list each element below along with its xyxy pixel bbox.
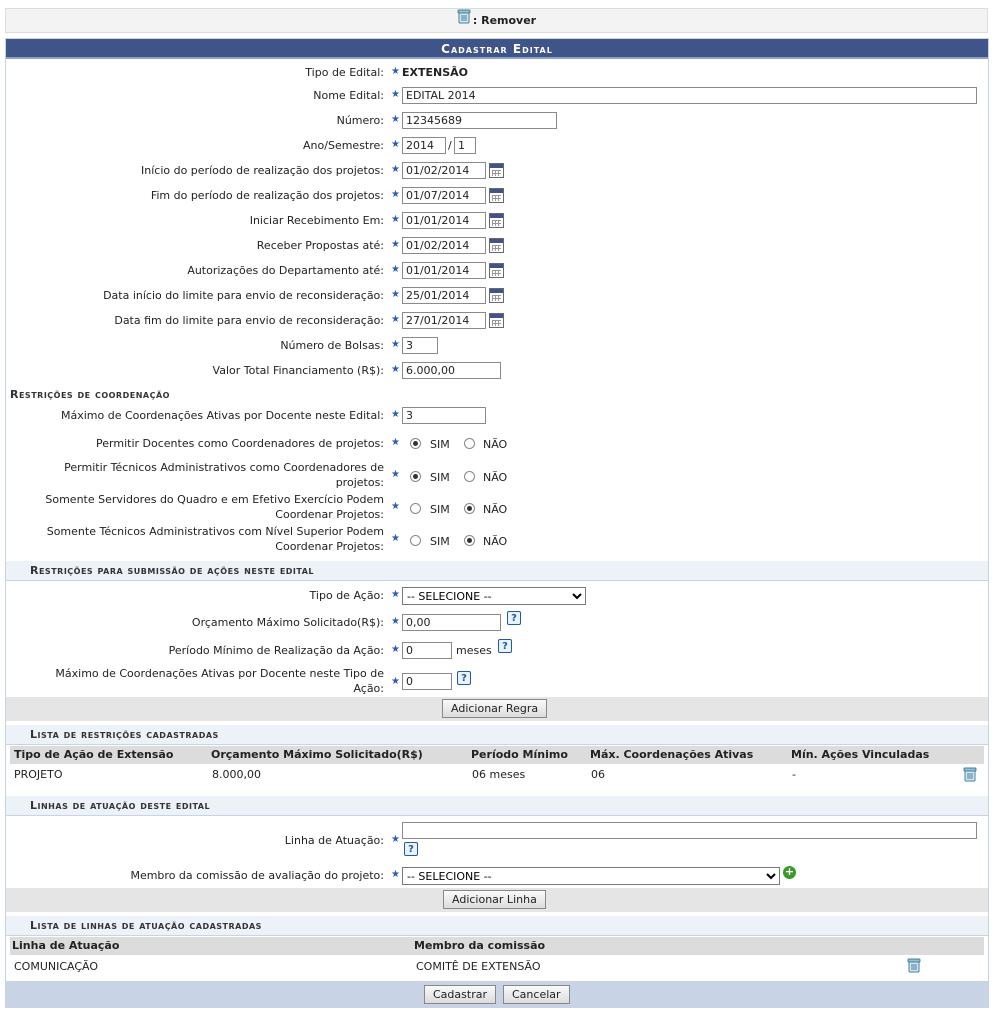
help-icon[interactable]: ? bbox=[404, 842, 418, 856]
calendar-icon[interactable] bbox=[489, 213, 504, 228]
row-max-coord: 06 bbox=[591, 768, 605, 781]
required-star-icon: ★ bbox=[391, 533, 400, 544]
iniciar-recebimento-input[interactable] bbox=[402, 212, 486, 229]
help-icon[interactable]: ? bbox=[498, 639, 512, 653]
sim-label: SIM bbox=[430, 438, 450, 451]
row-periodo: 06 meses bbox=[472, 768, 526, 781]
periodo-min-unit: meses bbox=[456, 644, 492, 657]
row-somente-tecnicos bbox=[6, 525, 988, 555]
row-max-coord-tipo bbox=[6, 667, 988, 697]
required-star-icon: ★ bbox=[391, 589, 400, 600]
row-somente-servidores bbox=[6, 493, 988, 523]
max-coord-tipo-label-1: Máximo de Coordenações Ativas por Docente neste Tipo de bbox=[55, 667, 384, 680]
linha-atuacao-input[interactable] bbox=[402, 822, 977, 839]
data-fim-reconsideracao-label: Data fim do limite para envio de reconsideração: bbox=[114, 314, 384, 327]
add-membro-plus-icon[interactable]: + bbox=[784, 865, 795, 878]
nao-label: NÃO bbox=[483, 503, 508, 516]
row-numero-bolsas bbox=[6, 337, 988, 361]
row-data-fim-reconsideracao bbox=[6, 312, 988, 336]
cadastrar-button[interactable]: Cadastrar bbox=[424, 985, 496, 1004]
cancelar-button[interactable]: Cancelar bbox=[503, 985, 570, 1004]
table-row bbox=[10, 956, 984, 976]
trash-icon bbox=[457, 9, 471, 33]
help-icon[interactable]: ? bbox=[507, 611, 521, 625]
valor-total-label: Valor Total Financiamento (R$): bbox=[212, 364, 384, 377]
data-inicio-reconsideracao-input[interactable] bbox=[402, 287, 486, 304]
required-star-icon: ★ bbox=[391, 469, 400, 480]
autorizacoes-input[interactable] bbox=[402, 262, 486, 279]
nao-label: NÃO bbox=[483, 471, 508, 484]
section-restricoes-coordenacao: Restrições de coordenação bbox=[6, 385, 988, 405]
linha-atuacao-label: Linha de Atuação: bbox=[284, 834, 384, 847]
row-orcamento: 8.000,00 bbox=[212, 768, 261, 781]
section-lista-linhas: Lista de linhas de atuação cadastradas bbox=[6, 916, 988, 936]
row-min-acoes: - bbox=[792, 768, 796, 781]
col-orcamento: Orçamento Máximo Solicitado(R$) bbox=[211, 748, 423, 761]
row-numero bbox=[6, 112, 988, 136]
numero-bolsas-label: Número de Bolsas: bbox=[280, 339, 384, 352]
membro-comissao-select[interactable] bbox=[402, 867, 780, 885]
adicionar-linha-button[interactable]: Adicionar Linha bbox=[443, 890, 546, 909]
ano-semestre-label: Ano/Semestre: bbox=[303, 139, 384, 152]
sim-label: SIM bbox=[430, 471, 450, 484]
max-coord-tipo-label-2: Ação: bbox=[353, 682, 384, 695]
required-star-icon: ★ bbox=[391, 289, 400, 300]
row-orcamento-max bbox=[6, 614, 988, 638]
nome-edital-input[interactable] bbox=[402, 87, 977, 104]
row-valor-total bbox=[6, 362, 988, 386]
permitir-docentes-nao-radio[interactable] bbox=[464, 438, 475, 449]
required-star-icon: ★ bbox=[391, 409, 400, 420]
adicionar-linha-bar bbox=[6, 888, 988, 912]
col-tipo-acao: Tipo de Ação de Extensão bbox=[14, 748, 174, 761]
section-restricoes-submissao: Restrições para submissão de ações neste edital bbox=[6, 561, 988, 581]
nao-label: NÃO bbox=[483, 438, 508, 451]
permitir-docentes-label: Permitir Docentes como Coordenadores de projetos: bbox=[96, 437, 384, 450]
somente-servidores-label-2: Coordenar Projetos: bbox=[275, 508, 384, 521]
row-periodo-min bbox=[6, 642, 988, 666]
tipo-edital-label: Tipo de Edital: bbox=[305, 66, 384, 79]
required-star-icon: ★ bbox=[391, 644, 400, 655]
restricoes-table-header bbox=[10, 746, 984, 764]
required-star-icon: ★ bbox=[391, 364, 400, 375]
somente-servidores-sim-radio[interactable] bbox=[410, 503, 421, 514]
row-data-inicio-reconsideracao bbox=[6, 287, 988, 311]
required-star-icon: ★ bbox=[391, 214, 400, 225]
fim-periodo-input[interactable] bbox=[402, 187, 486, 204]
tipo-edital-value: EXTENSÃO bbox=[402, 66, 469, 79]
valor-total-input[interactable] bbox=[402, 362, 501, 379]
orcamento-max-input[interactable] bbox=[402, 614, 501, 631]
section-lista-restricoes: Lista de restrições cadastradas bbox=[6, 725, 988, 745]
fim-periodo-label: Fim do período de realização dos projetos: bbox=[150, 189, 384, 202]
required-star-icon: ★ bbox=[391, 164, 400, 175]
nome-edital-label: Nome Edital: bbox=[313, 89, 384, 102]
tipo-acao-label: Tipo de Ação: bbox=[309, 589, 384, 602]
sim-label: SIM bbox=[430, 535, 450, 548]
col-membro-comissao: Membro da comissão bbox=[414, 939, 546, 952]
membro-comissao-label: Membro da comissão de avaliação do projeto: bbox=[130, 869, 384, 882]
required-star-icon: ★ bbox=[391, 239, 400, 250]
inicio-periodo-input[interactable] bbox=[402, 162, 486, 179]
legend-bar bbox=[5, 8, 988, 33]
row-permitir-tecnicos bbox=[6, 461, 988, 491]
max-coordenacoes-label: Máximo de Coordenações Ativas por Docente neste Edital: bbox=[60, 409, 384, 422]
periodo-min-input[interactable] bbox=[402, 642, 452, 659]
row-iniciar-recebimento bbox=[6, 212, 988, 236]
ano-semestre-separator: / bbox=[448, 139, 452, 152]
calendar-icon[interactable] bbox=[489, 238, 504, 253]
orcamento-max-label: Orçamento Máximo Solicitado(R$): bbox=[191, 616, 384, 629]
required-star-icon: ★ bbox=[391, 314, 400, 325]
form-footer bbox=[6, 981, 988, 1007]
somente-servidores-nao-radio[interactable] bbox=[464, 503, 475, 514]
permitir-tecnicos-label-1: Permitir Técnicos Administrativos como Coordenadores de bbox=[64, 461, 384, 474]
receber-propostas-label: Receber Propostas até: bbox=[256, 239, 384, 252]
row-linha: COMUNICAÇÃO bbox=[14, 960, 99, 973]
row-membro-comissao bbox=[6, 866, 988, 890]
remove-restricao-trash-icon[interactable] bbox=[963, 767, 975, 781]
cadastrar-edital-form bbox=[5, 38, 989, 1008]
remove-legend-label: : Remover bbox=[472, 14, 537, 27]
adicionar-regra-button[interactable]: Adicionar Regra bbox=[442, 699, 547, 718]
remove-linha-trash-icon[interactable] bbox=[907, 958, 919, 972]
row-ano-semestre bbox=[6, 137, 988, 161]
max-coordenacoes-input[interactable] bbox=[402, 407, 486, 424]
col-min-acoes: Mín. Ações Vinculadas bbox=[791, 748, 930, 761]
required-star-icon: ★ bbox=[391, 114, 400, 125]
section-linhas-atuacao: Linhas de atuação deste edital bbox=[6, 796, 988, 816]
required-star-icon: ★ bbox=[391, 339, 400, 350]
ano-input[interactable] bbox=[402, 137, 446, 154]
linhas-table-header bbox=[10, 937, 984, 955]
inicio-periodo-label: Início do período de realização dos projetos: bbox=[141, 164, 384, 177]
row-max-coordenacoes bbox=[6, 407, 988, 431]
calendar-icon[interactable] bbox=[489, 313, 504, 328]
row-nome-edital bbox=[6, 87, 988, 111]
numero-bolsas-input[interactable] bbox=[402, 337, 438, 354]
row-membro: COMITÊ DE EXTENSÃO bbox=[416, 960, 541, 973]
table-row bbox=[10, 765, 984, 785]
required-star-icon: ★ bbox=[391, 437, 400, 448]
somente-tecnicos-sim-radio[interactable] bbox=[410, 535, 421, 546]
iniciar-recebimento-label: Iniciar Recebimento Em: bbox=[249, 214, 384, 227]
row-autorizacoes bbox=[6, 262, 988, 286]
row-linha-atuacao bbox=[6, 822, 988, 862]
required-star-icon: ★ bbox=[391, 869, 400, 880]
data-inicio-reconsideracao-label: Data início do limite para envio de reconsideração: bbox=[103, 289, 384, 302]
permitir-docentes-sim-radio[interactable] bbox=[410, 438, 421, 449]
row-permitir-docentes bbox=[6, 437, 988, 457]
required-star-icon: ★ bbox=[391, 616, 400, 627]
numero-label: Número: bbox=[336, 114, 384, 127]
col-linha-atuacao: Linha de Atuação bbox=[12, 939, 120, 952]
somente-tecnicos-nao-radio[interactable] bbox=[464, 535, 475, 546]
somente-tecnicos-label-1: Somente Técnicos Administrativos com Nível Superior Podem bbox=[46, 525, 384, 538]
numero-input[interactable] bbox=[402, 112, 557, 129]
required-star-icon: ★ bbox=[391, 264, 400, 275]
required-star-icon: ★ bbox=[391, 66, 400, 77]
row-inicio-periodo bbox=[6, 162, 988, 186]
calendar-icon[interactable] bbox=[489, 163, 504, 178]
permitir-tecnicos-sim-radio[interactable] bbox=[410, 471, 421, 482]
required-star-icon: ★ bbox=[391, 501, 400, 512]
periodo-min-label: Período Mínimo de Realização da Ação: bbox=[168, 644, 384, 657]
row-fim-periodo bbox=[6, 187, 988, 211]
col-periodo-minimo: Período Mínimo bbox=[471, 748, 568, 761]
permitir-tecnicos-nao-radio[interactable] bbox=[464, 471, 475, 482]
calendar-icon[interactable] bbox=[489, 288, 504, 303]
calendar-icon[interactable] bbox=[489, 263, 504, 278]
autorizacoes-label: Autorizações do Departamento até: bbox=[187, 264, 384, 277]
semestre-input[interactable] bbox=[454, 137, 476, 154]
somente-servidores-label-1: Somente Servidores do Quadro e em Efetivo Exercício Podem bbox=[45, 493, 384, 506]
receber-propostas-input[interactable] bbox=[402, 237, 486, 254]
required-star-icon: ★ bbox=[391, 676, 400, 687]
form-title: Cadastrar Edital bbox=[6, 39, 988, 59]
required-star-icon: ★ bbox=[391, 189, 400, 200]
required-star-icon: ★ bbox=[391, 834, 400, 845]
adicionar-regra-bar bbox=[6, 697, 988, 721]
max-coord-tipo-input[interactable] bbox=[402, 673, 452, 690]
required-star-icon: ★ bbox=[391, 89, 400, 100]
somente-tecnicos-label-2: Coordenar Projetos: bbox=[275, 540, 384, 553]
required-star-icon: ★ bbox=[391, 139, 400, 150]
row-tipo-acao bbox=[6, 587, 988, 611]
data-fim-reconsideracao-input[interactable] bbox=[402, 312, 486, 329]
calendar-icon[interactable] bbox=[489, 188, 504, 203]
permitir-tecnicos-label-2: projetos: bbox=[335, 476, 384, 489]
col-max-coordenacoes: Máx. Coordenações Ativas bbox=[590, 748, 754, 761]
sim-label: SIM bbox=[430, 503, 450, 516]
row-receber-propostas bbox=[6, 237, 988, 261]
row-tipo: PROJETO bbox=[14, 768, 63, 781]
nao-label: NÃO bbox=[483, 535, 508, 548]
help-icon[interactable]: ? bbox=[457, 671, 471, 685]
tipo-acao-select[interactable] bbox=[402, 587, 586, 605]
